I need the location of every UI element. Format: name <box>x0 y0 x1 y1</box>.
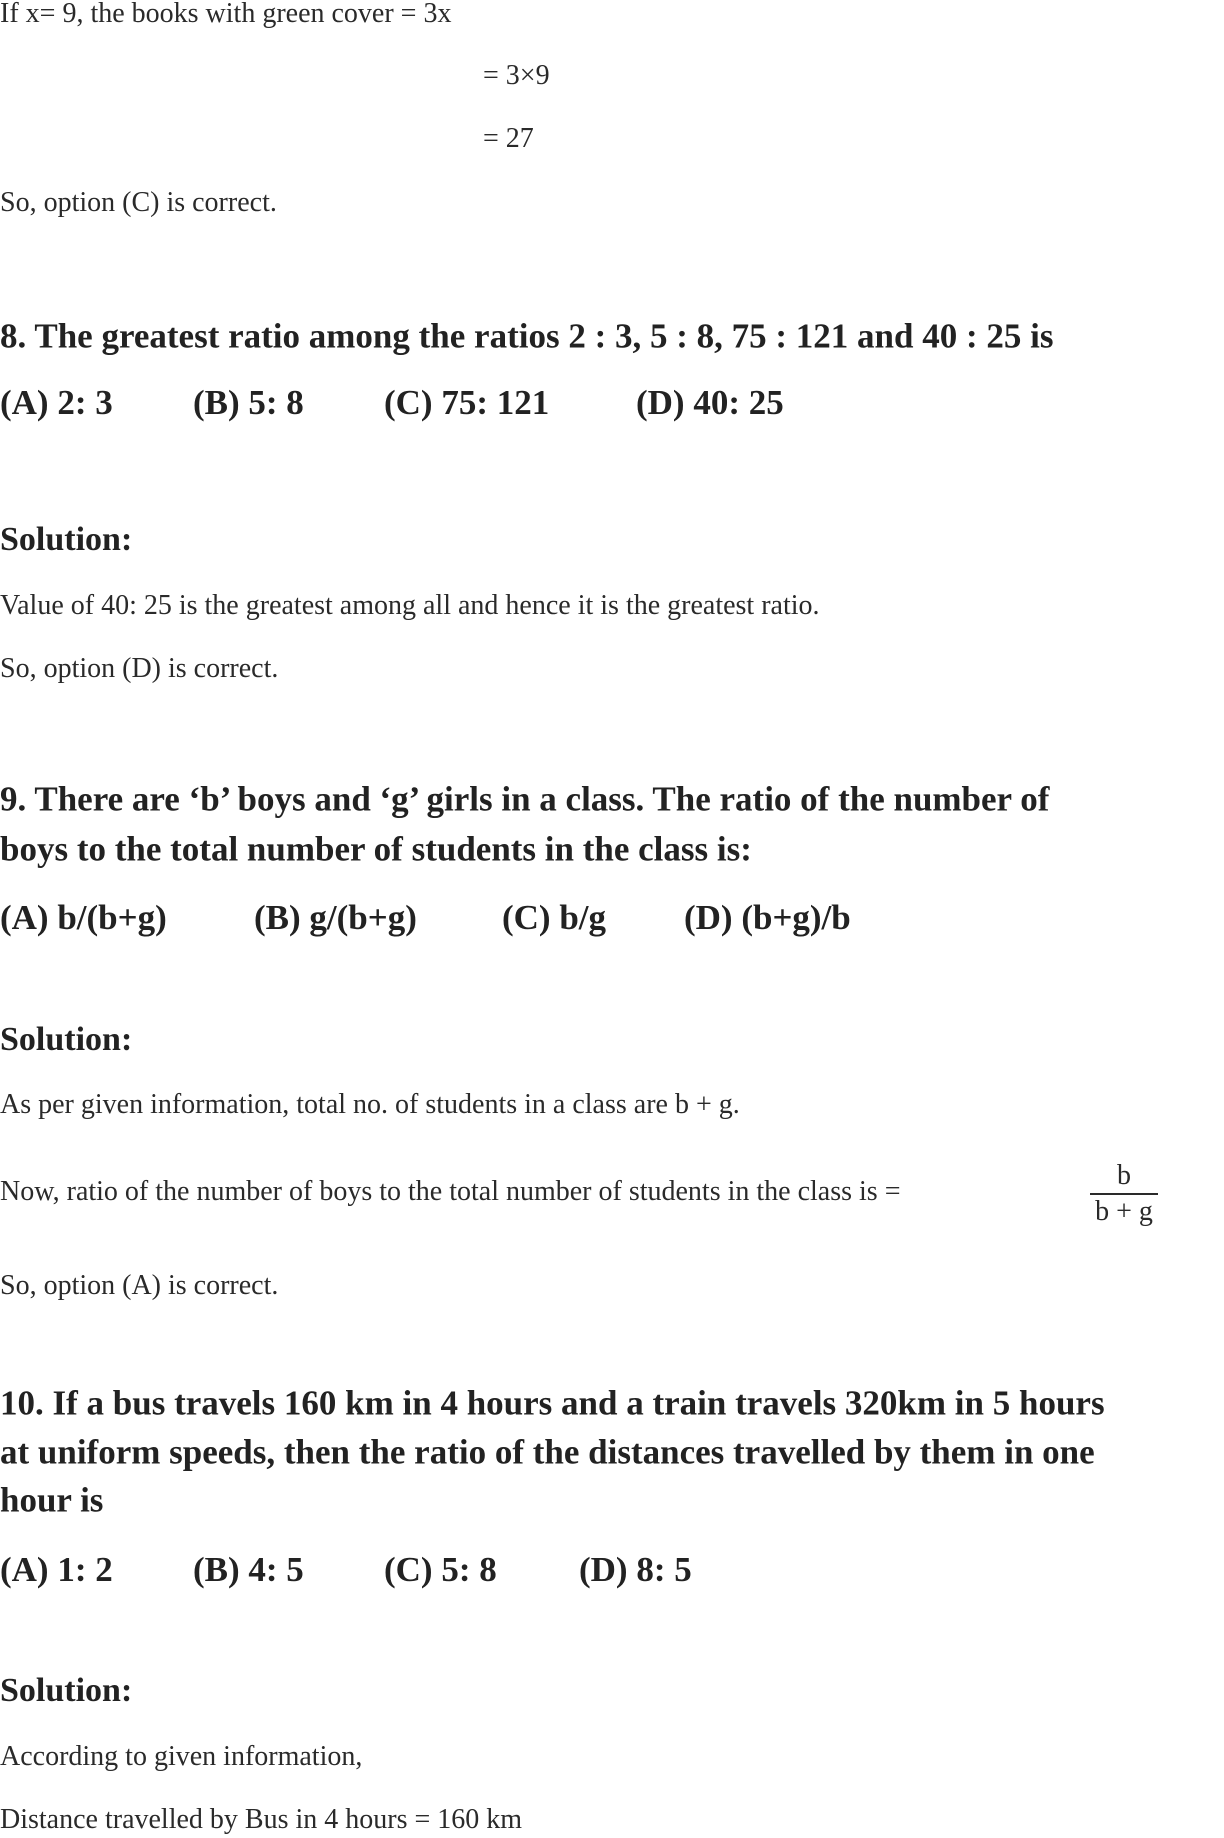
option-b: (B) 5: 8 <box>193 383 304 422</box>
question-text: 9. There are ‘b’ boys and ‘g’ girls in a class. The ratio of the number of <box>0 779 1050 819</box>
question-text: 10. If a bus travels 160 km in 4 hours and a train travels 320km in 5 hours <box>0 1383 1105 1423</box>
options-row <box>0 385 1224 425</box>
fraction-numerator: b <box>1117 1160 1131 1191</box>
question-text: boys to the total number of students in the class is: <box>0 829 752 869</box>
option-d: (D) 40: 25 <box>636 383 784 422</box>
solution-heading: Solution: <box>0 1672 133 1709</box>
question-text: 8. The greatest ratio among the ratios 2 : 3, 5 : 8, 75 : 121 and 40 : 25 is <box>0 316 1054 356</box>
solution-text: Distance travelled by Bus in 4 hours = 160 km <box>0 1804 523 1835</box>
solution-heading: Solution: <box>0 1021 133 1058</box>
option-a: (A) 2: 3 <box>0 383 113 422</box>
option-d: (D) (b+g)/b <box>684 898 851 937</box>
question-text: at uniform speeds, then the ratio of the distances travelled by them in one <box>0 1432 1095 1472</box>
option-b: (B) g/(b+g) <box>254 898 417 937</box>
fraction <box>1090 1161 1158 1227</box>
solution-heading: Solution: <box>0 521 133 558</box>
question-text: hour is <box>0 1480 104 1520</box>
equation-step: = 27 <box>483 123 534 154</box>
option-c: (C) b/g <box>502 898 607 937</box>
option-a: (A) 1: 2 <box>0 1550 113 1589</box>
conclusion: So, option (C) is correct. <box>0 187 277 218</box>
fraction-bar <box>1090 1193 1158 1195</box>
text-line: If x= 9, the books with green cover = 3x <box>0 0 452 29</box>
option-d: (D) 8: 5 <box>579 1550 692 1589</box>
solution-text: Now, ratio of the number of boys to the total number of students in the class is = <box>0 1176 901 1207</box>
fraction-denominator: b + g <box>1095 1196 1153 1227</box>
equation-step: = 3×9 <box>483 60 550 91</box>
conclusion: So, option (D) is correct. <box>0 653 279 684</box>
solution-text: Value of 40: 25 is the greatest among all and hence it is the greatest ratio. <box>0 590 820 621</box>
option-c: (C) 5: 8 <box>384 1550 497 1589</box>
option-a: (A) b/(b+g) <box>0 898 167 937</box>
options-row <box>0 900 1224 940</box>
option-b: (B) 4: 5 <box>193 1550 304 1589</box>
options-row <box>0 1552 1224 1592</box>
solution-text: As per given information, total no. of students in a class are b + g. <box>0 1089 740 1120</box>
conclusion: So, option (A) is correct. <box>0 1270 279 1301</box>
option-c: (C) 75: 121 <box>384 383 550 422</box>
solution-text: According to given information, <box>0 1741 363 1772</box>
